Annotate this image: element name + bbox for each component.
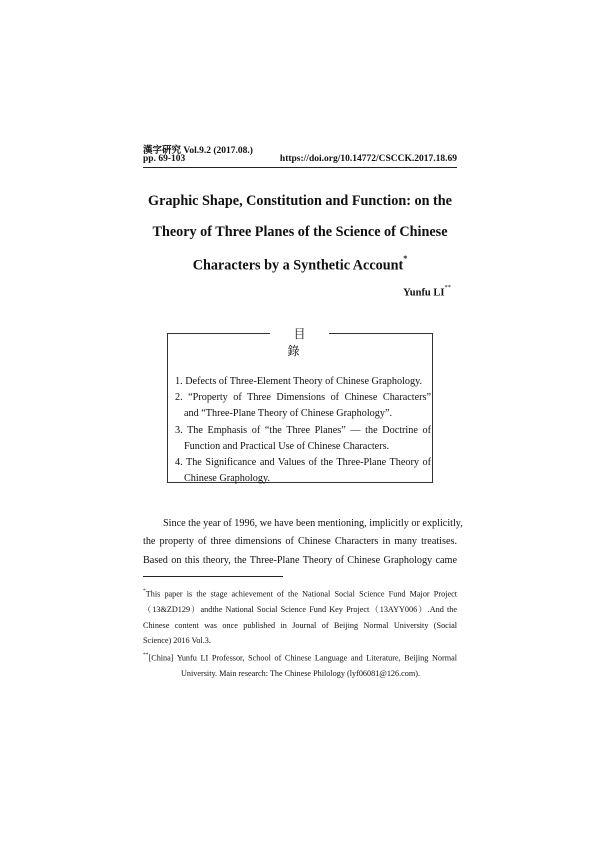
toc-item-1: 1. Defects of Three-Element Theory of Chinese Graphology. xyxy=(175,376,423,387)
author-name: Yunfu LI xyxy=(403,287,445,299)
page-range: pp. 69-103 xyxy=(143,154,186,164)
toc-item-4: 4. The Significance and Values of the Three-Plane Theory of xyxy=(175,457,431,469)
toc-item-4-cont: Chinese Graphology. xyxy=(184,473,270,485)
title-line-3 xyxy=(100,254,500,275)
footnote-2 xyxy=(143,649,457,682)
footnote-1 xyxy=(143,585,457,649)
footnote-divider xyxy=(143,576,283,577)
footnote-1-marker: * xyxy=(143,588,146,594)
footnote-2-marker: ** xyxy=(143,651,149,658)
toc-item-3-cont: Function and Practical Use of Chinese Characters. xyxy=(184,440,390,452)
footnote-1-line-1: This paper is the stage achievement of the National Social Science Fund Major Project xyxy=(145,589,457,599)
journal-info: 漢字硏究 Vol.9.2 (2017.08.) xyxy=(143,146,253,156)
footnote-1-line-3: Chinese content was once published in Journal of Beijing Normal University (Social xyxy=(143,620,457,630)
doi-link[interactable]: https://doi.org/10.14772/CSCCK.2017.18.69 xyxy=(279,154,457,164)
author-footnote-marker: ** xyxy=(444,284,451,291)
footnote-2-line-1: [China] Yunfu LI Professor, School of Chinese Language and Literature, Beijing Normal xyxy=(148,653,457,663)
body-line-3: Based on this theory, the Three-Plane Theory of Chinese Graphology came xyxy=(143,554,457,566)
toc-item-3: 3. The Emphasis of “the Three Planes” — the Doctrine of xyxy=(175,424,431,436)
footnote-1-line-4: Science) 2016 Vol.3. xyxy=(143,636,211,646)
header-divider xyxy=(143,167,457,168)
toc-heading: 目錄 xyxy=(287,327,318,358)
footnotes xyxy=(143,585,457,681)
footnote-1-line-2: （13&ZD129）andthe National Social Science Fund Key Project（13AYY006）.And the xyxy=(143,605,457,615)
footnote-2-line-2: University. Main research: The Chinese Philology (lyf06081@126.com). xyxy=(181,668,421,678)
toc-item-2: 2. “Property of Three Dimensions of Chinese Characters” xyxy=(175,392,431,404)
table-of-contents xyxy=(175,374,431,487)
body-line-2: the property of three dimensions of Chinese Characters in many treatises. xyxy=(143,536,457,548)
body-paragraph xyxy=(143,515,463,570)
body-line-1: Since the year of 1996, we have been mentioning, implicitly or explicitly, xyxy=(163,518,463,529)
title-line-2: Theory of Three Planes of the Science of Chinese xyxy=(152,224,448,240)
toc-item-2-cont: and “Three-Plane Theory of Chinese Graphology”. xyxy=(184,408,393,420)
title-footnote-marker: * xyxy=(403,254,408,263)
title-line-1: Graphic Shape, Constitution and Function: on the xyxy=(148,193,452,209)
author xyxy=(403,286,451,299)
title-line-3-text: Characters by a Synthetic Account xyxy=(192,257,404,274)
